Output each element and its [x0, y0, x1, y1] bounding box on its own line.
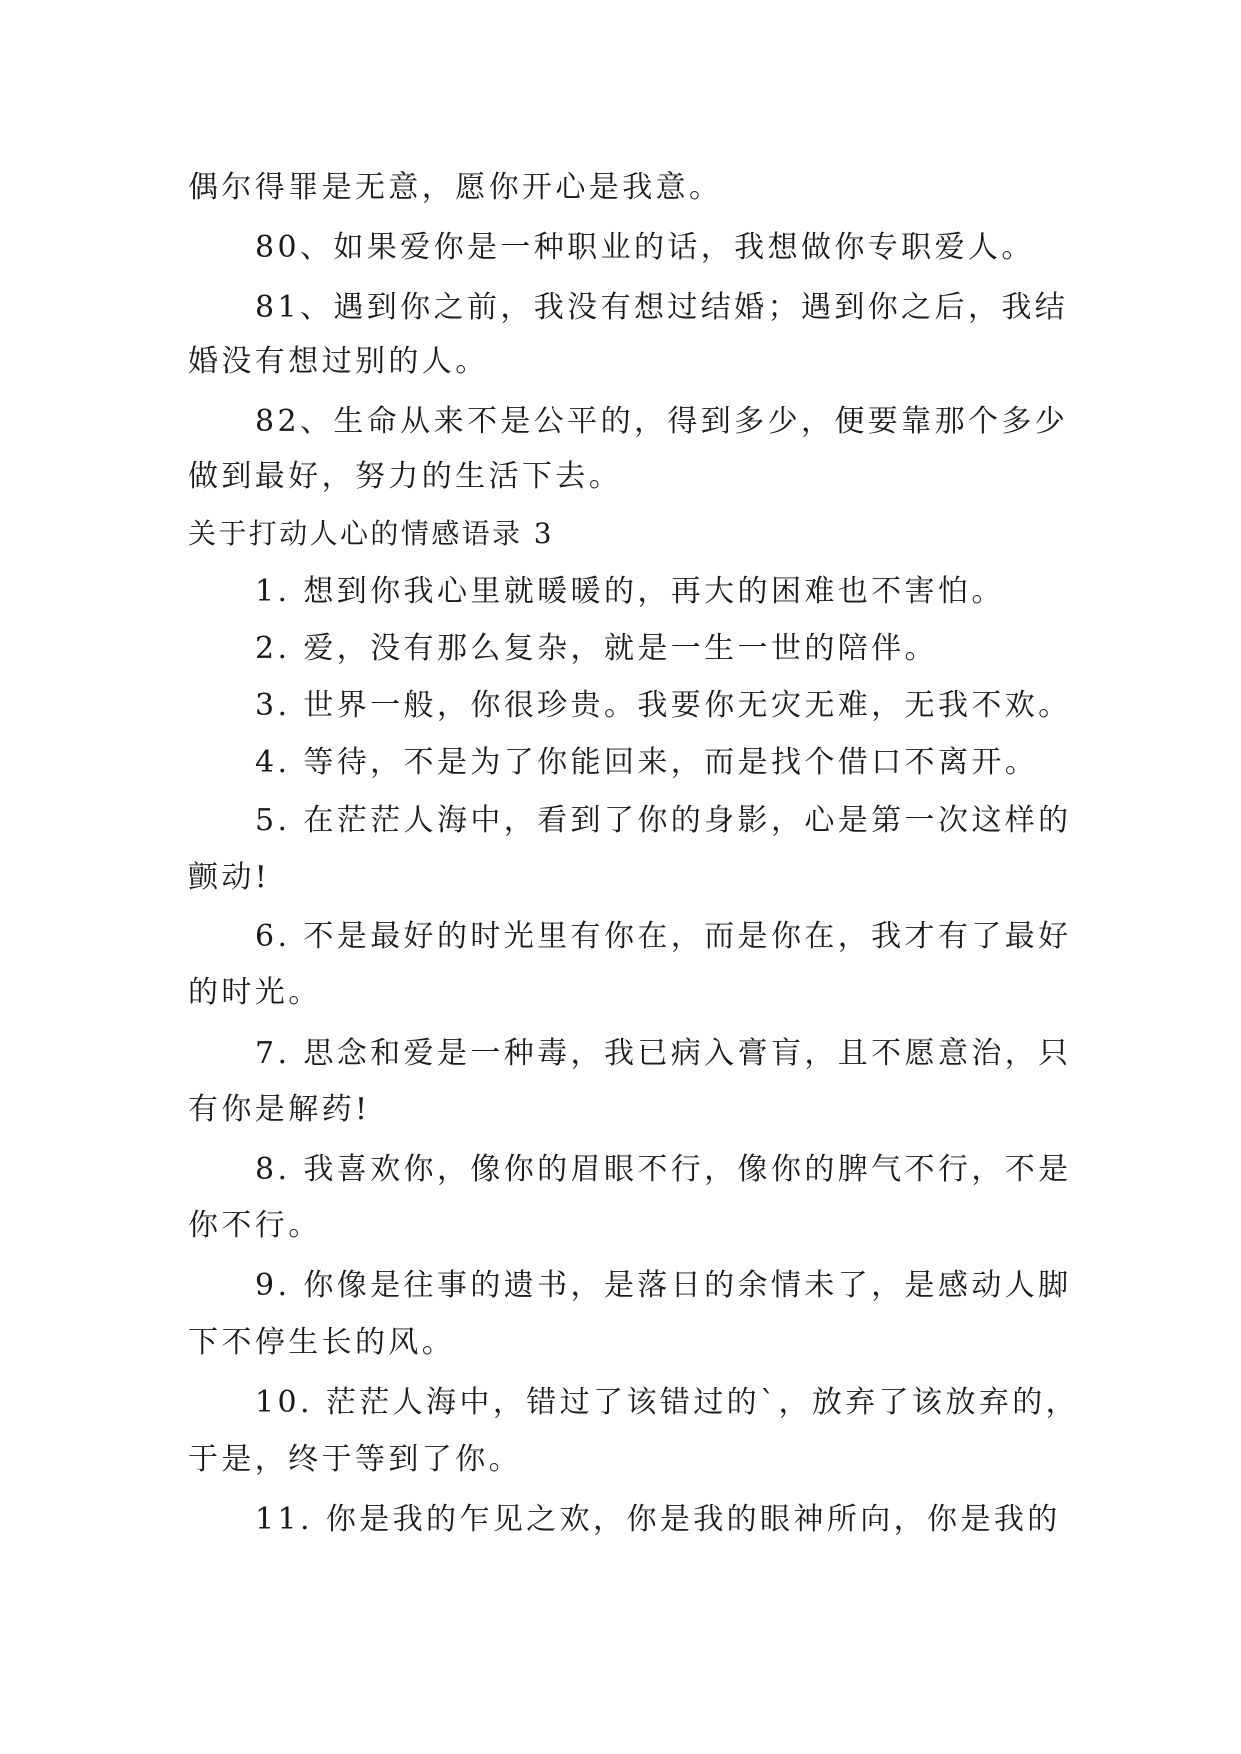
text-line: 偶尔得罪是无意，愿你开心是我意。 [188, 170, 723, 205]
text-line: 2. 爱，没有那么复杂，就是一生一世的陪伴。 [255, 631, 938, 666]
text-line: 9. 你像是往事的遗书，是落日的余情未了，是感动人脚 [255, 1268, 1072, 1303]
text-line: 颤动! [188, 860, 271, 895]
text-line: 6. 不是最好的时光里有你在，而是你在，我才有了最好 [255, 919, 1072, 954]
text-line: 3. 世界一般，你很珍贵。我要你无灾无难，无我不欢。 [255, 688, 1072, 723]
text-line: 4. 等待，不是为了你能回来，而是找个借口不离开。 [255, 745, 1039, 780]
text-line: 你不行。 [188, 1208, 322, 1243]
text-line: 5. 在茫茫人海中，看到了你的身影，心是第一次这样的 [255, 803, 1072, 838]
text-line: 82、生命从来不是公平的，得到多少，便要靠那个多少 [255, 404, 1069, 439]
text-line: 80、如果爱你是一种职业的话，我想做你专职爱人。 [255, 230, 1035, 265]
text-line: 下不停生长的风。 [188, 1325, 456, 1360]
text-line: 有你是解药! [188, 1092, 371, 1127]
text-line: 8. 我喜欢你，像你的眉眼不行，像你的脾气不行，不是 [255, 1152, 1072, 1187]
text-line: 于是，终于等到了你。 [188, 1442, 522, 1477]
text-line: 的时光。 [188, 975, 322, 1010]
text-line: 81、遇到你之前，我没有想过结婚；遇到你之后，我结 [255, 290, 1069, 325]
text-line: 1. 想到你我心里就暖暖的，再大的困难也不害怕。 [255, 574, 1005, 609]
section-heading: 关于打动人心的情感语录 3 [188, 517, 554, 550]
text-line: 10. 茫茫人海中，错过了该错过的`，放弃了该放弃的， [255, 1385, 1080, 1420]
text-line: 7. 思念和爱是一种毒，我已病入膏肓，且不愿意治，只 [255, 1036, 1072, 1071]
text-line: 11. 你是我的乍见之欢，你是我的眼神所向，你是我的 [255, 1502, 1061, 1537]
text-line: 做到最好，努力的生活下去。 [188, 459, 623, 494]
text-line: 婚没有想过别的人。 [188, 344, 489, 379]
